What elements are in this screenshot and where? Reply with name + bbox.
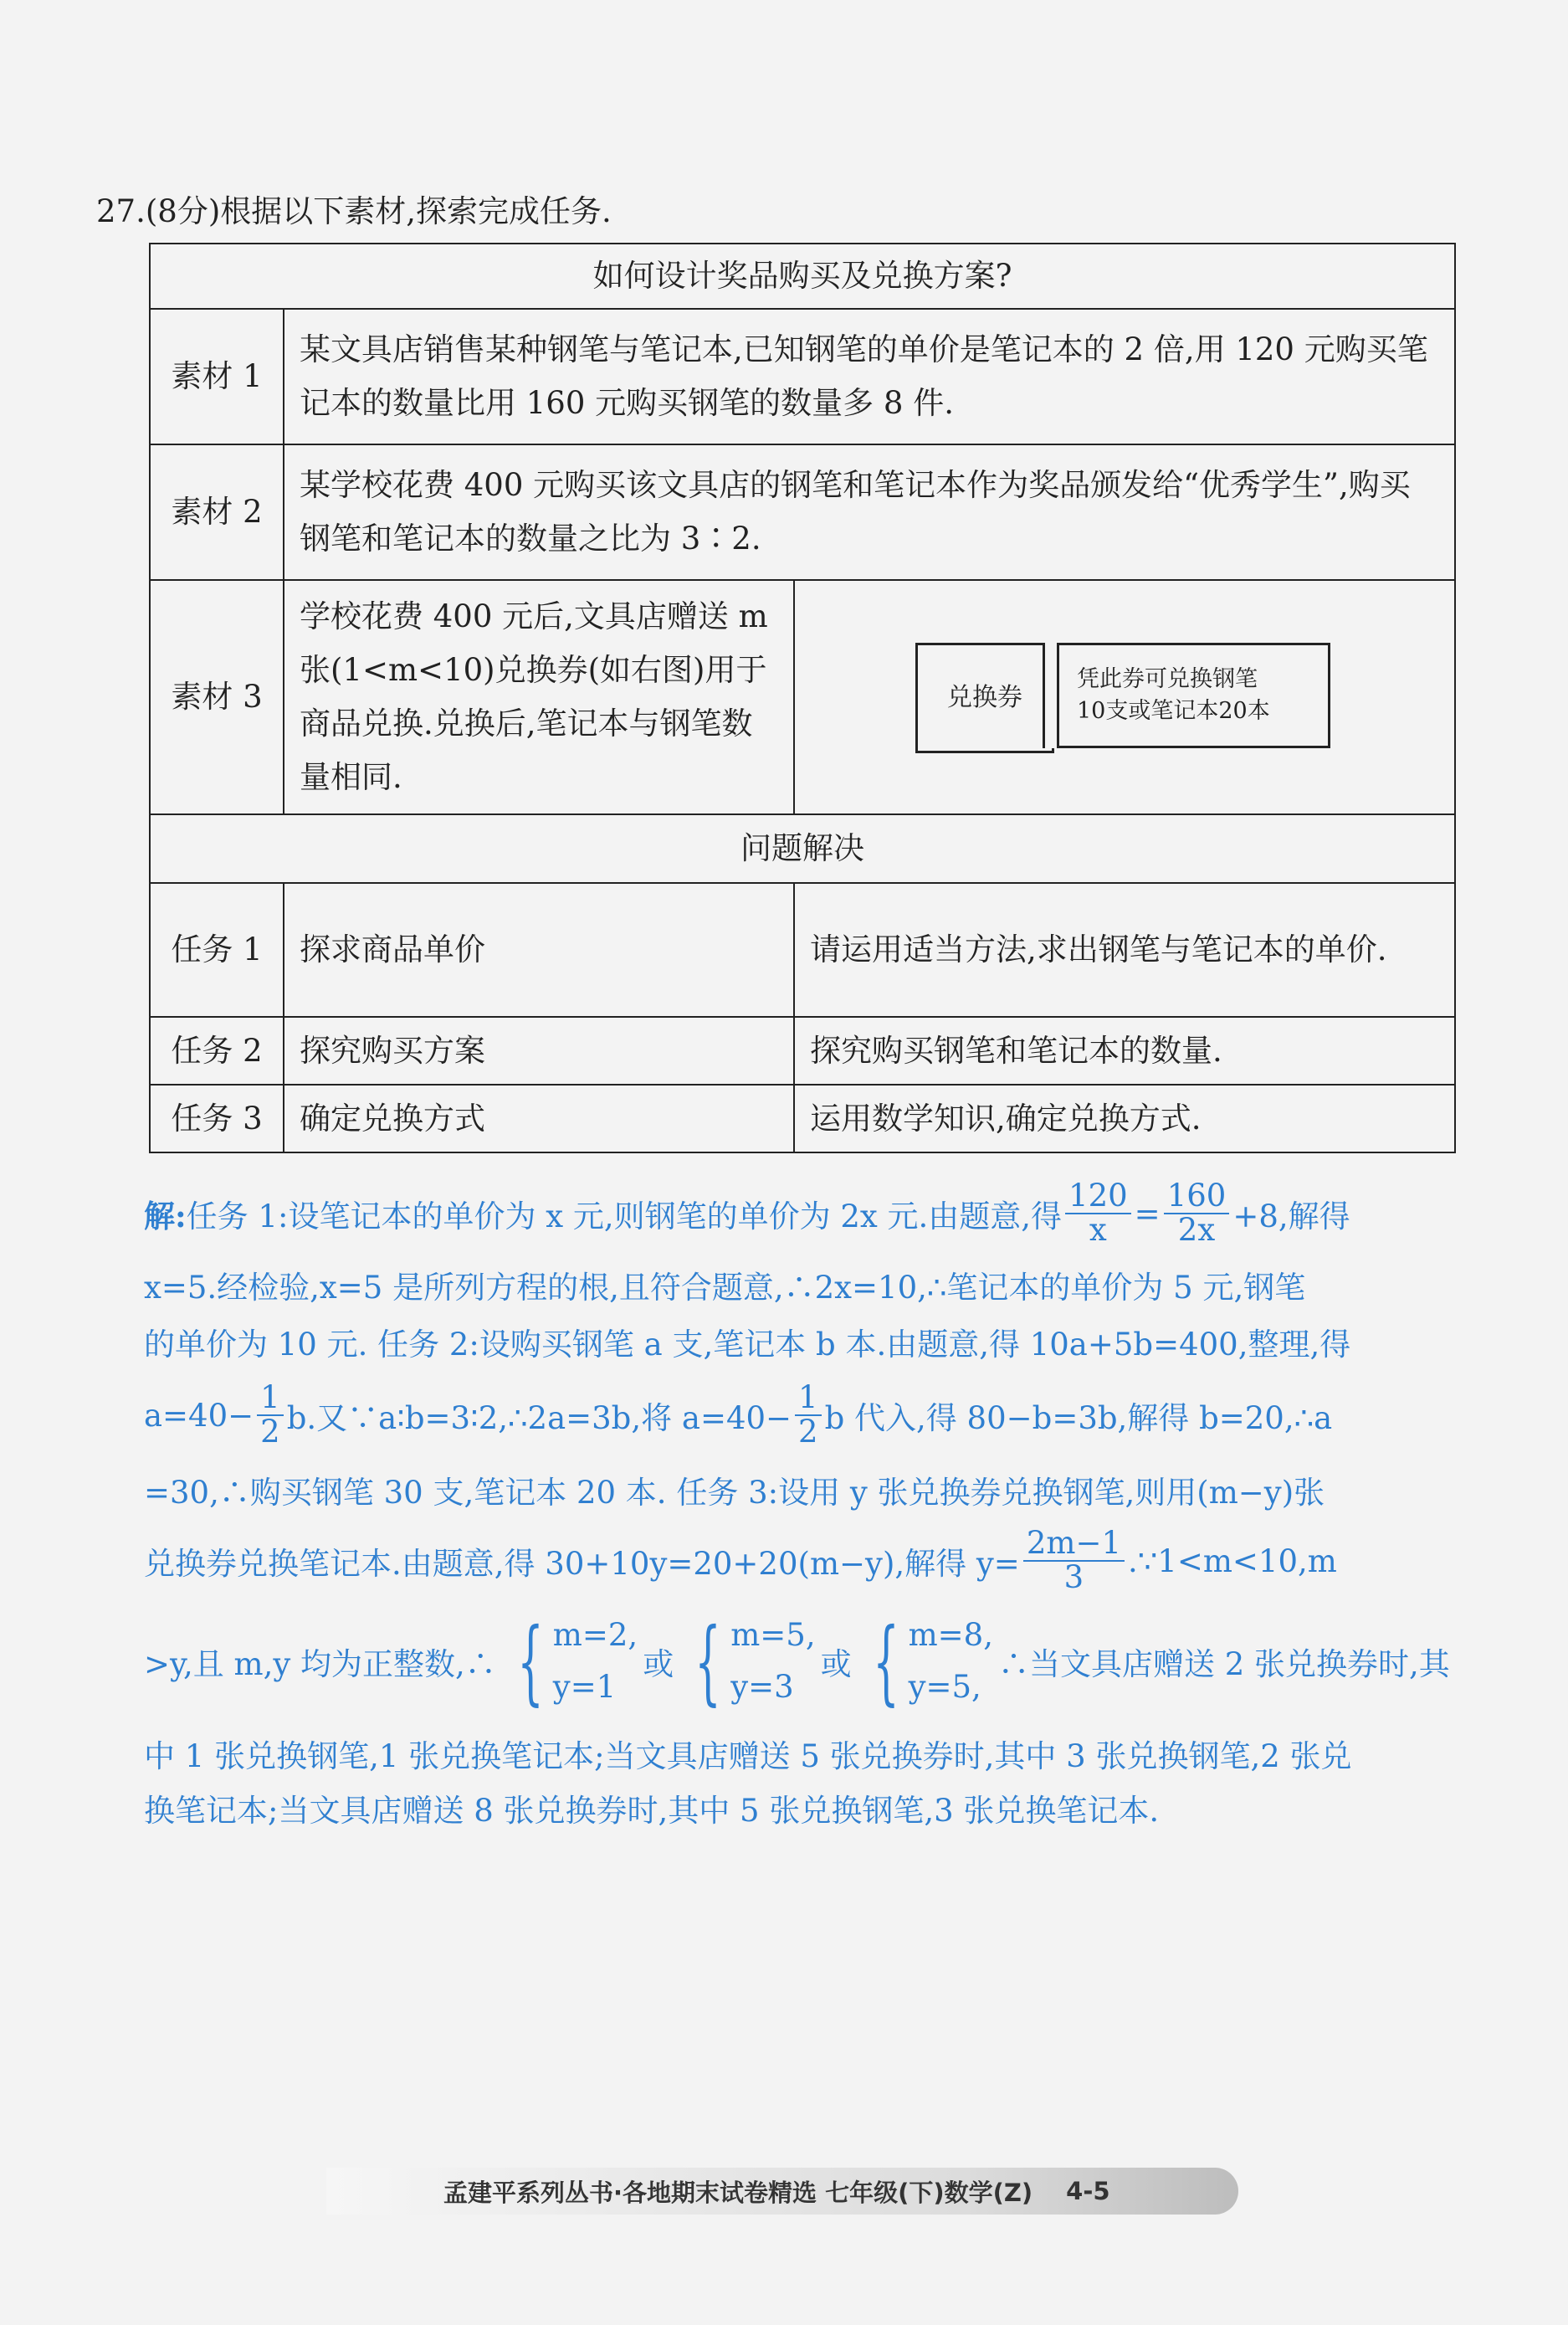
denominator: 2 bbox=[798, 1414, 818, 1450]
numerator: 160 bbox=[1164, 1180, 1230, 1214]
coupon-spine bbox=[1043, 643, 1059, 748]
denominator: x bbox=[1089, 1212, 1107, 1248]
task-3-label: 任务 3 bbox=[150, 1085, 284, 1152]
denominator: 2 bbox=[260, 1414, 280, 1450]
footer-series: 孟建平系列丛书·各地期末试卷精选 七年级(下)数学(Z) bbox=[443, 2178, 1033, 2207]
material-2-text: 某学校花费 400 元购买该文具店的钢笔和笔记本作为奖品颁发给“优秀学生”,购买钢笔和笔记本的数量之比为 3∶2. bbox=[284, 444, 1455, 580]
solution-text: +8,解得 bbox=[1232, 1198, 1350, 1234]
question-title: 27.(8分)根据以下素材,探索完成任务. bbox=[96, 193, 612, 229]
or-text: 或 bbox=[820, 1646, 852, 1682]
system-eq: y=5, bbox=[908, 1669, 981, 1705]
numerator: 1 bbox=[795, 1382, 822, 1416]
solution-lead: 解: bbox=[144, 1198, 187, 1234]
denominator: 2x bbox=[1177, 1212, 1216, 1248]
table-header: 如何设计奖品购买及兑换方案? bbox=[150, 244, 1455, 309]
denominator: 3 bbox=[1063, 1559, 1084, 1595]
system-eq: m=8, bbox=[908, 1617, 993, 1653]
solution-line-3: 的单价为 10 元. 任务 2:设购买钢笔 a 支,笔记本 b 本.由题意,得 10a+5b=400,整理,得 bbox=[144, 1327, 1351, 1363]
task-2-label: 任务 2 bbox=[150, 1017, 284, 1085]
problem-header: 问题解决 bbox=[150, 814, 1455, 883]
solution-line-9: 换笔记本;当文具店赠送 8 张兑换券时,其中 5 张兑换钢笔,3 张兑换笔记本. bbox=[144, 1793, 1160, 1829]
coupon-line-2: 10支或笔记本20本 bbox=[1077, 698, 1270, 724]
system-2: { m=5, y=3 bbox=[694, 1608, 816, 1715]
coupon-body bbox=[1049, 643, 1330, 748]
system-eq: m=5, bbox=[730, 1617, 816, 1653]
fraction-160-2x bbox=[1164, 1180, 1230, 1247]
solution-line-1 bbox=[144, 1176, 1350, 1251]
solution-text: b 代入,得 80−b=3b,解得 b=20,∴a bbox=[824, 1400, 1333, 1436]
task-1-label: 任务 1 bbox=[150, 883, 284, 1017]
task-3-name: 确定兑换方式 bbox=[284, 1085, 794, 1152]
solution-text: .∵1<m<10,m bbox=[1127, 1542, 1337, 1579]
coupon-stub: 兑换券 bbox=[915, 643, 1054, 753]
coupon-figure bbox=[915, 643, 1334, 752]
numerator: 2m−1 bbox=[1023, 1527, 1125, 1562]
solution-text: 任务 1:设笔记本的单价为 x 元,则钢笔的单价为 2x 元.由题意,得 bbox=[186, 1198, 1063, 1234]
solution-text: >y,且 m,y 均为正整数,∴ bbox=[144, 1646, 496, 1682]
solution-line-6 bbox=[144, 1519, 1337, 1603]
task-2-name: 探究购买方案 bbox=[284, 1017, 794, 1085]
system-1: { m=2, y=1 bbox=[517, 1608, 638, 1715]
numerator: 120 bbox=[1065, 1180, 1131, 1214]
task-3-desc: 运用数学知识,确定兑换方式. bbox=[794, 1085, 1455, 1152]
task-1-name: 探求商品单价 bbox=[284, 883, 794, 1017]
fraction-2m-1-3 bbox=[1023, 1527, 1125, 1594]
material-1-label: 素材 1 bbox=[150, 309, 284, 444]
coupon-cell bbox=[794, 580, 1455, 814]
solution-line-7 bbox=[144, 1607, 1450, 1716]
solution-text: a=40− bbox=[144, 1397, 254, 1434]
equals-sign: = bbox=[1134, 1195, 1161, 1232]
material-3-text: 学校花费 400 元后,文具店赠送 m 张(1<m<10)兑换券(如右图)用于商品兑换.兑换后,笔记本与钢笔数量相同. bbox=[284, 580, 794, 814]
material-3-label: 素材 3 bbox=[150, 580, 284, 814]
system-3: { m=8, y=5, bbox=[872, 1608, 993, 1715]
materials-table bbox=[149, 243, 1456, 1153]
page-number: 4-5 bbox=[1066, 2177, 1110, 2205]
numerator: 1 bbox=[257, 1382, 284, 1416]
solution-line-5: =30,∴购买钢笔 30 支,笔记本 20 本. 任务 3:设用 y 张兑换券兑换钢笔,则用(m−y)张 bbox=[144, 1475, 1325, 1511]
fraction-120-x bbox=[1065, 1180, 1131, 1247]
system-eq: y=3 bbox=[730, 1669, 794, 1705]
system-eq: m=2, bbox=[552, 1617, 638, 1653]
task-2-desc: 探究购买钢笔和笔记本的数量. bbox=[794, 1017, 1455, 1085]
solution-text: ∴当文具店赠送 2 张兑换券时,其 bbox=[997, 1646, 1450, 1682]
system-eq: y=1 bbox=[552, 1669, 617, 1705]
material-1-text: 某文具店销售某种钢笔与笔记本,已知钢笔的单价是笔记本的 2 倍,用 120 元购买笔记本的数量比用 160 元购买钢笔的数量多 8 件. bbox=[284, 309, 1455, 444]
footer-bar bbox=[326, 2168, 1238, 2215]
or-text: 或 bbox=[643, 1646, 674, 1682]
solution-text: 兑换券兑换笔记本.由题意,得 30+10y=20+20(m−y),解得 y= bbox=[144, 1546, 1020, 1582]
solution-line-2: x=5.经检验,x=5 是所列方程的根,且符合题意,∴2x=10,∴笔记本的单价为 5 元,钢笔 bbox=[144, 1270, 1306, 1306]
task-1-desc: 请运用适当方法,求出钢笔与笔记本的单价. bbox=[794, 883, 1455, 1017]
solution-line-8: 中 1 张兑换钢笔,1 张兑换笔记本;当文具店赠送 5 张兑换券时,其中 3 张兑换钢笔,2 张兑 bbox=[144, 1738, 1352, 1774]
material-2-label: 素材 2 bbox=[150, 444, 284, 580]
coupon-line-1: 凭此券可兑换钢笔 bbox=[1077, 666, 1258, 692]
solution-line-4 bbox=[144, 1373, 1332, 1457]
fraction-1-2 bbox=[257, 1379, 284, 1450]
solution-text: b.又∵a∶b=3∶2,∴2a=3b,将 a=40− bbox=[286, 1400, 792, 1436]
fraction-1-2-b bbox=[795, 1379, 822, 1450]
